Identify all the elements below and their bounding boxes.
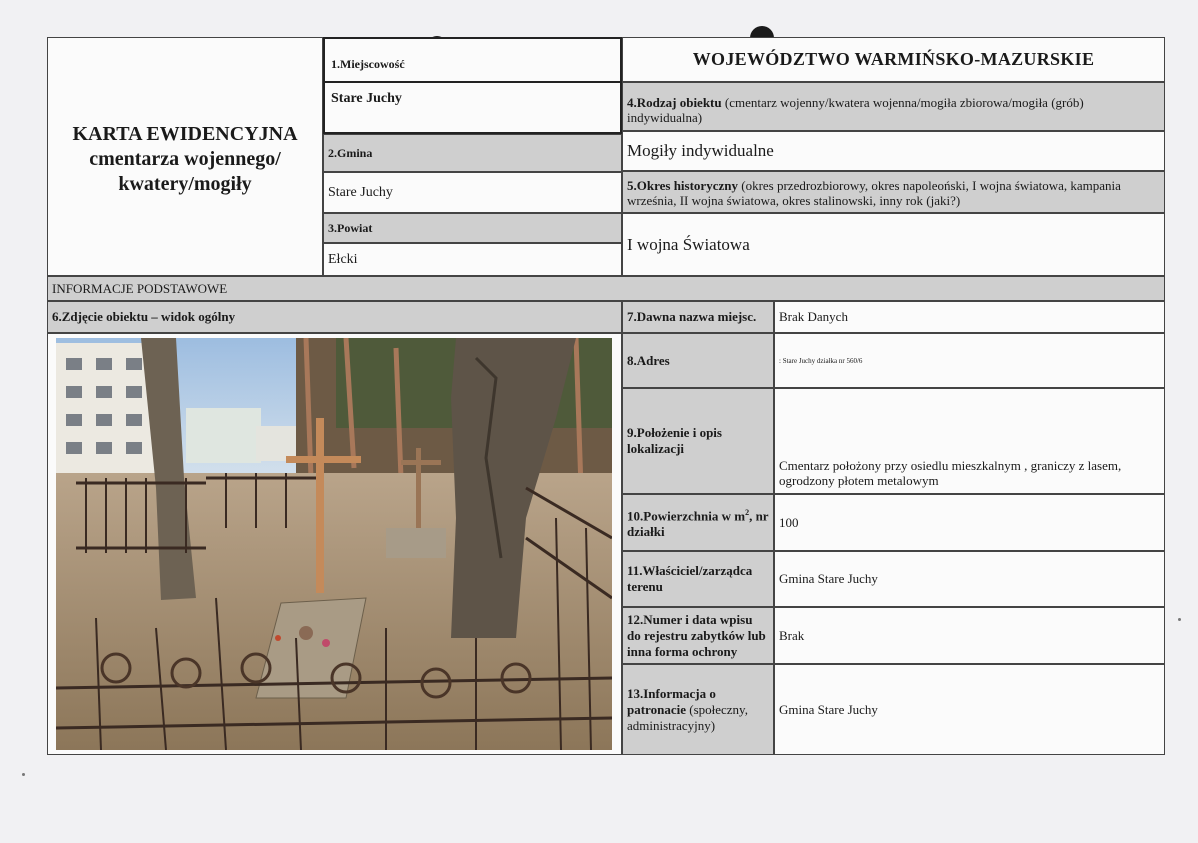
- voivodeship-cell: [622, 37, 1165, 82]
- photo-label-cell: [47, 301, 622, 333]
- photo-cell: [47, 333, 622, 755]
- dawna-nazwa-value: Brak Danych: [779, 309, 848, 324]
- card-title: [48, 122, 322, 197]
- polozenie-label: 9.Położenie i opis lokalizacji: [627, 425, 722, 456]
- patronat-label-cell: [622, 664, 774, 755]
- polozenie-value: Cmentarz położony przy osiedlu mieszkalnym , graniczy z lasem, ogrodzony płotem metalowym: [779, 458, 1122, 488]
- adres-label: 8.Adres: [627, 352, 670, 368]
- wlasciciel-label-cell: [622, 551, 774, 607]
- powiat-value-cell: [323, 243, 622, 276]
- dawna-nazwa-label-cell: [622, 301, 774, 333]
- miejscowosc-label-cell: [323, 37, 622, 83]
- gmina-value-cell: [323, 172, 622, 213]
- adres-value-cell: [774, 333, 1165, 388]
- wlasciciel-value: Gmina Stare Juchy: [779, 571, 878, 586]
- wlasciciel-label: 11.Właściciel/zarządca terenu: [627, 563, 753, 594]
- okres-label: 5.Okres historyczny: [627, 178, 738, 193]
- okres-value-cell: [622, 213, 1165, 276]
- voivodeship-title: WOJEWÓDZTWO WARMIŃSKO-MAZURSKIE: [692, 49, 1095, 69]
- powiat-value: Ełcki: [328, 251, 358, 267]
- patronat-value-cell: [774, 664, 1165, 755]
- powierzchnia-label-a: 10.Powierzchnia w m: [627, 508, 746, 524]
- rejestr-value: Brak: [779, 627, 805, 643]
- powierzchnia-label-cell: [622, 494, 774, 551]
- patronat-label: 13.Informacja o patronacie: [627, 685, 716, 717]
- photo-label: 6.Zdjęcie obiektu – widok ogólny: [52, 309, 236, 324]
- miejscowosc-label: 1.Miejscowość: [331, 57, 405, 71]
- basic-info-header: [47, 276, 1165, 301]
- rodzaj-value: Mogiły indywidualne: [627, 141, 774, 160]
- rodzaj-label-cell: [622, 82, 1165, 131]
- rejestr-value-cell: [774, 607, 1165, 664]
- patronat-value: Gmina Stare Juchy: [779, 701, 878, 717]
- okres-hint: (okres przedrozbiorowy, okres napoleoński, I wojna światowa, kampania września, II wojna światowa, okres stalinowski, inny rok (jaki?): [627, 178, 1121, 208]
- powierzchnia-value-cell: [774, 494, 1165, 551]
- powiat-label: 3.Powiat: [328, 220, 373, 235]
- scan-speck: [1178, 618, 1181, 621]
- okres-value: I wojna Światowa: [627, 234, 750, 254]
- card-title-line2: cmentarza wojennego/: [89, 148, 281, 170]
- adres-label-cell: [622, 333, 774, 388]
- powierzchnia-sup: 2: [745, 507, 750, 517]
- powiat-label-cell: [323, 213, 622, 243]
- scan-speck: [22, 773, 25, 776]
- dawna-nazwa-label: 7.Dawna nazwa miejsc.: [627, 309, 757, 324]
- rodzaj-hint: (cmentarz wojenny/kwatera wojenna/mogiła zbiorowa/mogiła (grób) indywidualna): [627, 95, 1084, 125]
- card-title-line3: kwatery/mogiły: [118, 173, 252, 195]
- okres-label-cell: [622, 171, 1165, 213]
- polozenie-label-cell: [622, 388, 774, 494]
- miejscowosc-value-cell: [323, 83, 622, 134]
- miejscowosc-value: Stare Juchy: [331, 91, 402, 106]
- card-title-line1: KARTA EWIDENCYJNA: [72, 123, 298, 145]
- rodzaj-value-cell: [622, 131, 1165, 171]
- gmina-label: 2.Gmina: [328, 145, 373, 160]
- cemetery-photo-illustration: [56, 338, 612, 750]
- rodzaj-label: 4.Rodzaj obiektu: [627, 95, 722, 110]
- polozenie-value-cell: [774, 388, 1165, 494]
- card-title-cell: [47, 37, 323, 276]
- basic-info-title: INFORMACJE PODSTAWOWE: [52, 280, 228, 296]
- dawna-nazwa-value-cell: [774, 301, 1165, 333]
- powierzchnia-label-b: , nr działki: [627, 508, 769, 540]
- rejestr-label-cell: [622, 607, 774, 664]
- patronat-hint: (społeczny, administracyjny): [627, 701, 748, 733]
- adres-value: : Stare Juchy działka nr 560/6: [779, 356, 863, 365]
- wlasciciel-value-cell: [774, 551, 1165, 607]
- powierzchnia-value: 100: [779, 514, 799, 530]
- gmina-value: Stare Juchy: [328, 184, 393, 200]
- gmina-label-cell: [323, 134, 622, 172]
- cemetery-photo: [56, 338, 612, 750]
- rejestr-label: 12.Numer i data wpisu do rejestru zabytków lub inna forma ochrony: [627, 611, 766, 659]
